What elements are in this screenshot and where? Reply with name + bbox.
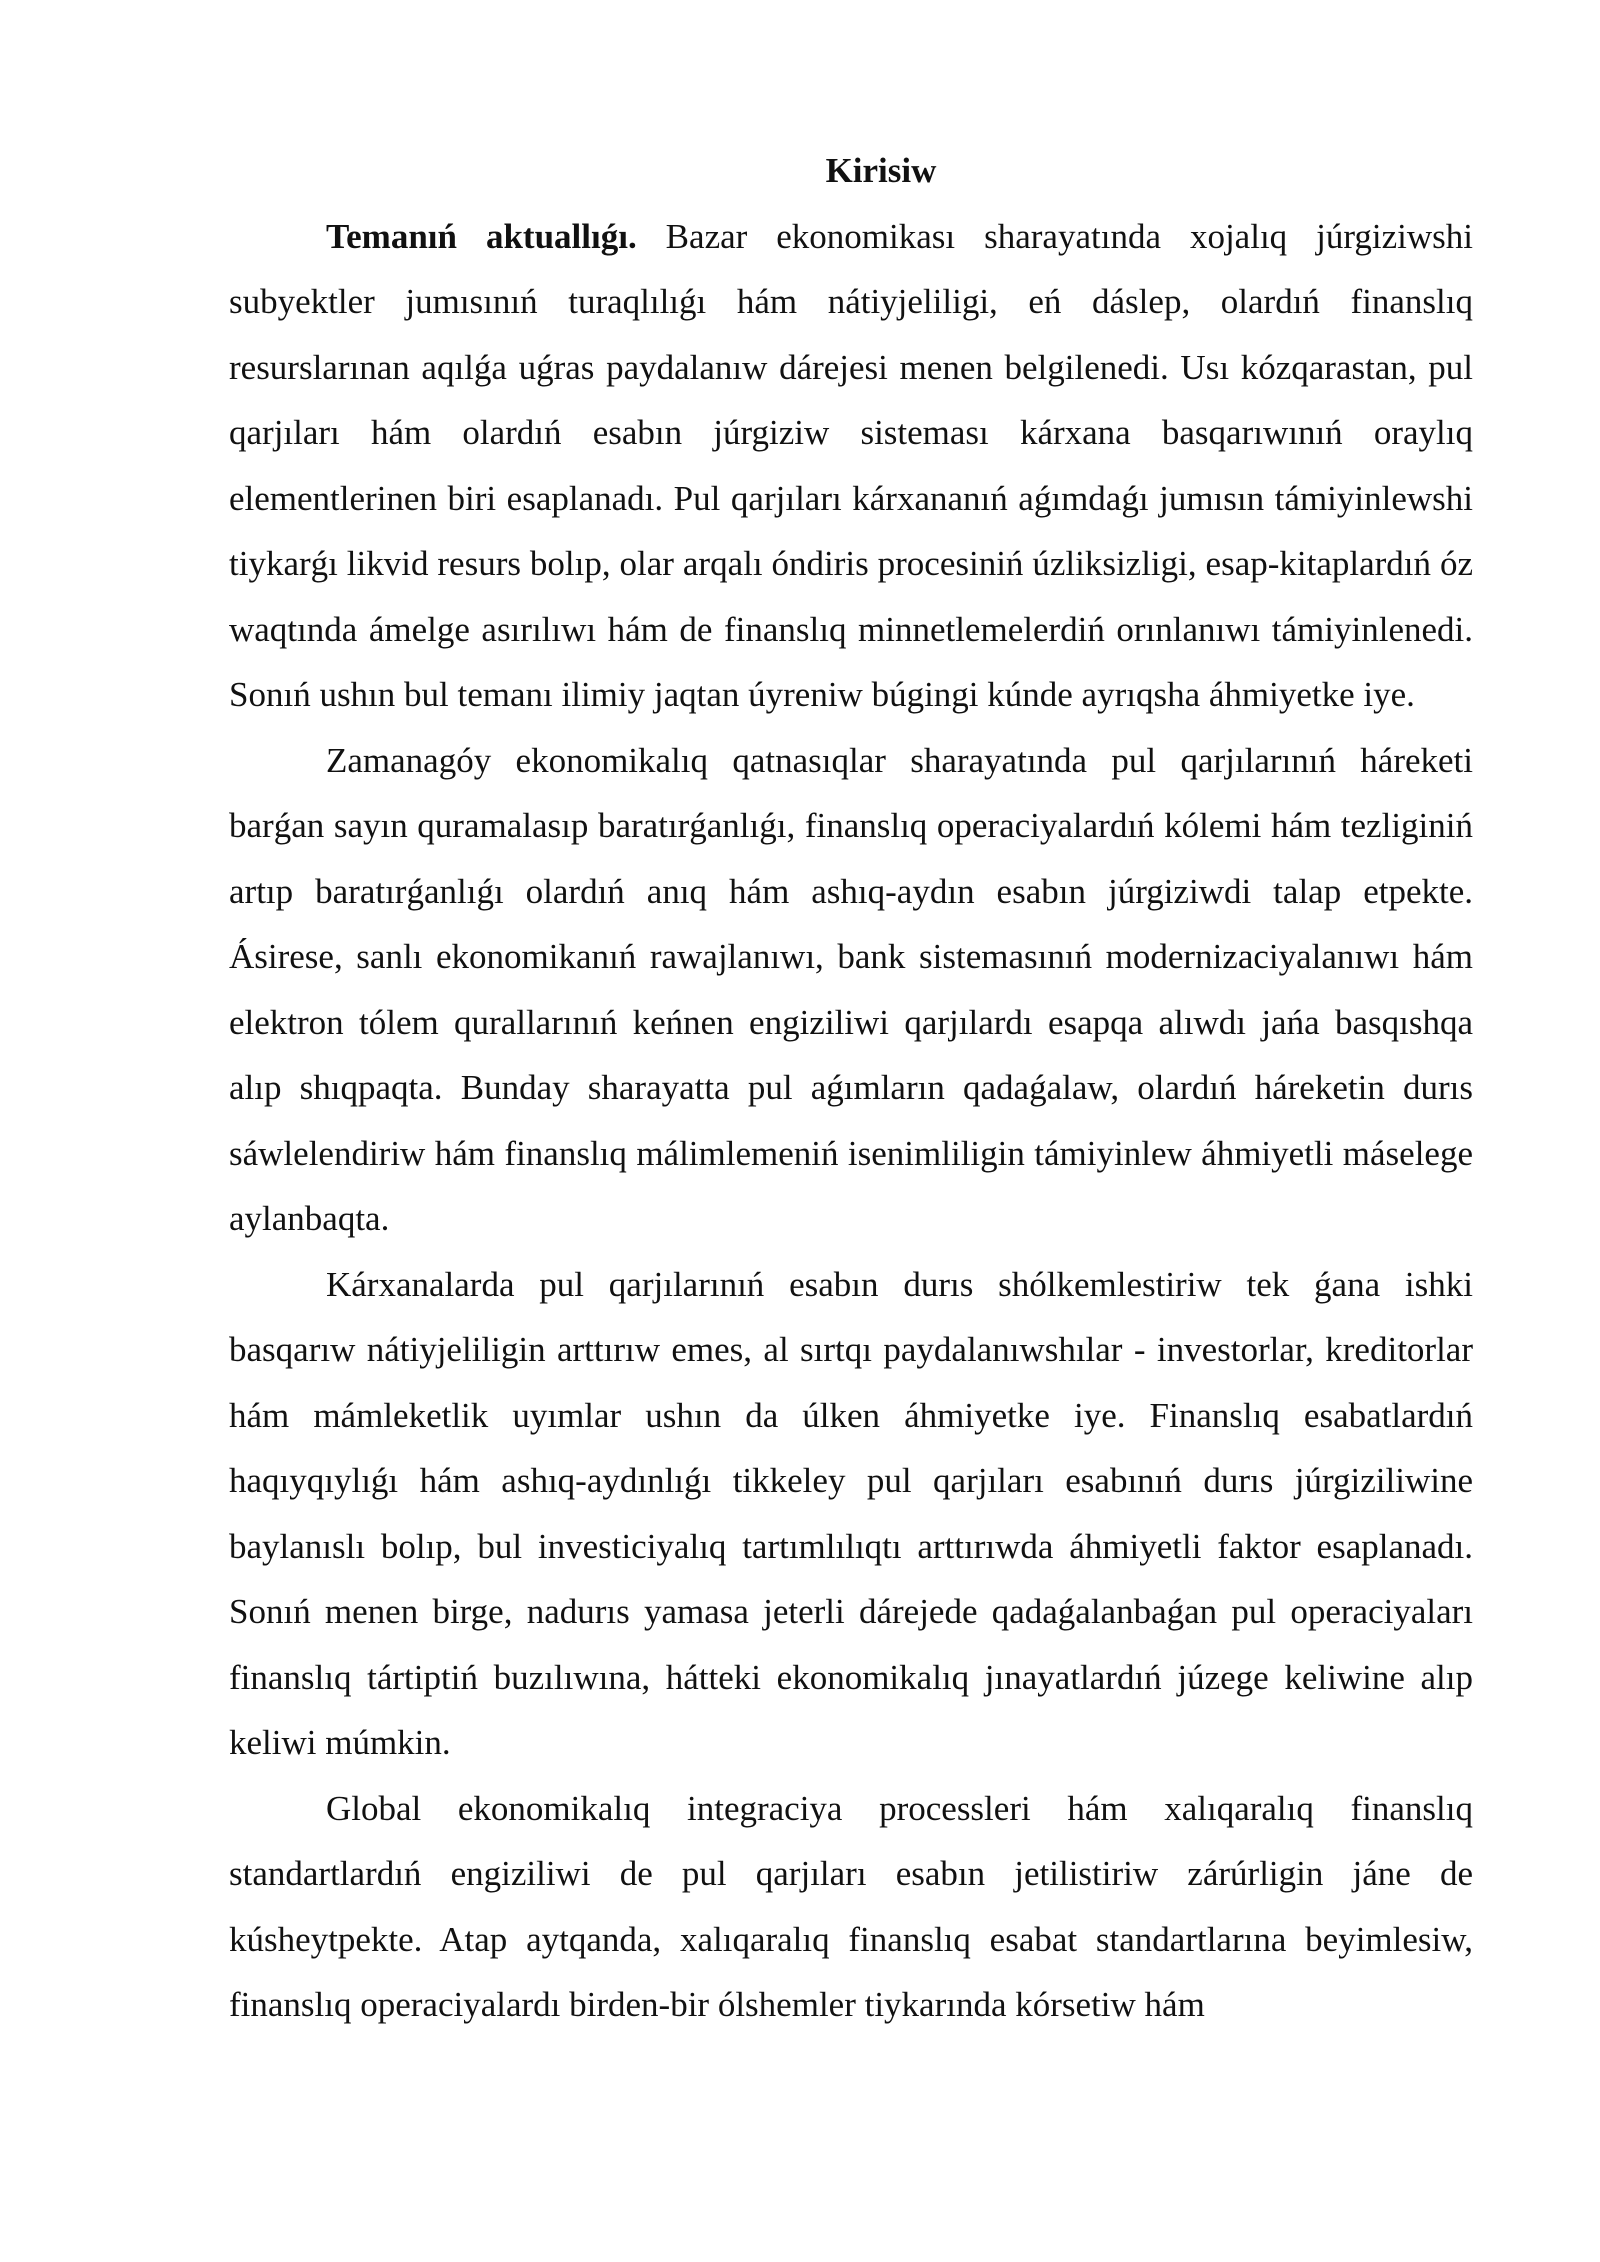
document-body <box>229 138 1473 2038</box>
paragraph-lead-actuality: Temanıń aktuallıǵı. <box>326 216 637 256</box>
paragraph-actuality <box>229 204 1473 728</box>
paragraph-text: Zamanagóy ekonomikalıq qatnasıqlar sharayatında pul qarjılarınıń háreketi barǵan sayın quramalasıp baratırǵanlıǵı, finanslıq operaciyalardıń kólemi hám tezliginiń artıp baratırǵanlıǵı olardıń anıq hám ashıq-aydın esabın júrgiziwdi talap etpekte. Ásirese, sanlı ekonomikanıń rawajlanıwı, bank sistemasınıń modernizaciyalanıwı hám elektron tólem qurallarınıń keńnen engiziliwi qarjılardı esapqa alıwdı jańa basqıshqa alıp shıqpaqta. Bunday sharayatta pul aǵımların qadaǵalaw, olardıń háreketin durıs sáwlelendiriw hám finanslıq málimlemeniń isenimliligin támiyinlew áhmiyetli máselege aylanbaqta. <box>229 740 1473 1238</box>
paragraph-global-integration <box>229 1776 1473 2038</box>
paragraph-enterprise-accounting <box>229 1252 1473 1776</box>
paragraph-modern-relations <box>229 728 1473 1252</box>
document-title: Kirisiw <box>825 151 937 190</box>
paragraph-text: Kárxanalarda pul qarjılarınıń esabın durıs shólkemlestiriw tek ǵana ishki basqarıw nátiyjeliligin arttırıw emes, al sırtqı paydalanıwshılar - investorlar, kreditorlar hám mámleketlik uyımlar ushın da úlken áhmiyetke iye. Finanslıq esabatlardıń haqıyqıylıǵı hám ashıq-aydınlıǵı tikkeley pul qarjıları esabınıń durıs júrgiziliwine baylanıslı bolıp, bul investiciyalıq tartımlılıqtı arttırıwda áhmiyetli faktor esaplanadı. Sonıń menen birge, nadurıs yamasa jeterli dárejede qadaǵalanbaǵan pul operaciyaları finanslıq tártiptiń buzılıwına, hátteki ekonomikalıq jınayatlardıń júzege keliwine alıp keliwi múmkin. <box>229 1264 1473 1762</box>
paragraph-text: Bazar ekonomikası sharayatında xojalıq júrgiziwshi subyektler jumısınıń turaqlılıǵı hám nátiyjeliligi, eń dáslep, olardıń finanslıq resurslarınan aqılǵa uǵras paydalanıw dárejesi menen belgilenedi. Usı kózqarastan, pul qarjıları hám olardıń esabın júrgiziw sisteması kárxana basqarıwınıń oraylıq elementlerinen biri esaplanadı. Pul qarjıları kárxananıń aǵımdaǵı jumısın támiyinlewshi tiykarǵı likvid resurs bolıp, olar arqalı óndiris procesiniń úzliksizligi, esap-kitaplardıń óz waqtında ámelge asırılıwı hám de finanslıq minnetlemelerdiń orınlanıwı támiyinlenedi. Sonıń ushın bul temanı ilimiy jaqtan úyreniw búgingi kúnde ayrıqsha áhmiyetke iye. <box>229 216 1473 714</box>
paragraph-text: Global ekonomikalıq integraciya processleri hám xalıqaralıq finanslıq standartlardıń engiziliwi de pul qarjıları esabın jetilistiriw zárúrligin jáne de kúsheytpekte. Atap aytqanda, xalıqaralıq finanslıq esabat standartlarına beyimlesiw, finanslıq operaciyalardı birden-bir ólshemler tiykarında kórsetiw hám <box>229 1788 1473 2024</box>
